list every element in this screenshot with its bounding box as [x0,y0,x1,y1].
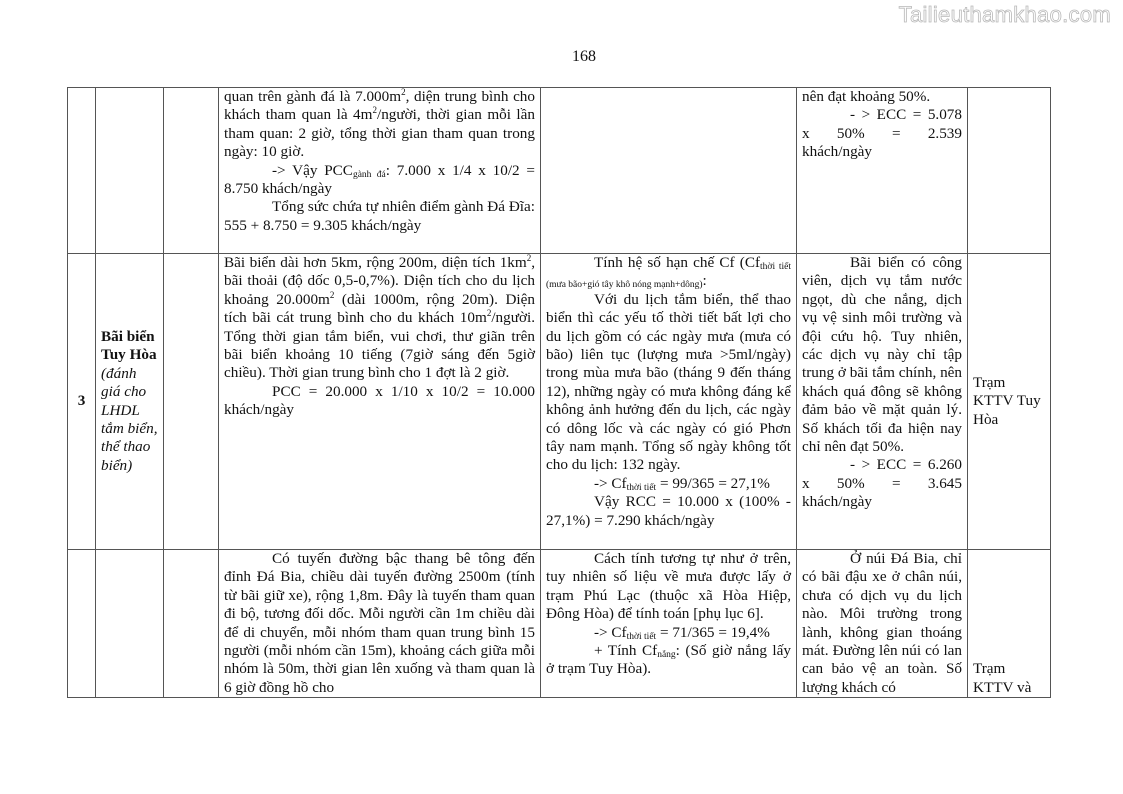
cell-rcc-calc [541,88,797,254]
text-run: Tính hệ số hạn chế Cf (Cf [594,254,761,271]
table-row [68,550,1051,698]
table-row [68,88,1051,254]
text-run: -> Vậy PCC [272,161,353,179]
text-run: PCC = 20.000 x 1/10 x 10/2 = 10.000 khách/ngày [224,382,535,419]
paragraph [802,550,962,697]
text-run: Ở núi Đá Bia, chỉ có bãi đậu xe ở chân núi, chưa có dịch vụ du lịch nào. Môi trường trong lành, không gian thoáng mát. Đường lên núi có lan can bảo vệ an toàn. Số lượng khách có [802,550,962,696]
subscript: thời tiết [626,482,657,493]
subscript: thời tiết (mưa bão+gió tây khô nóng mạnh+dông) [546,262,791,291]
text-run: 3 [77,392,86,410]
paragraph [546,254,791,291]
text-run: Trạm KTTV và [973,660,1032,696]
text-run: Tổng sức chứa tự nhiên điểm gành Đá Đĩa: 555 + 8.750 = 9.305 khách/ngày [224,198,535,234]
cell-rcc-calc [541,550,797,698]
paragraph [802,106,962,161]
text-run: : (Số giờ nắng lấy ở trạm Tuy Hòa). [546,642,791,678]
superscript: 2 [372,105,377,116]
page-number: 168 [572,48,596,65]
paragraph [802,456,962,511]
paragraph [224,254,535,383]
subscript: thời tiết [626,631,657,642]
text-run: nên đạt khoảng 50%. [802,88,931,105]
text-run: (dài 1000m, rộng 20m). Diện tích bãi cát trung bình cho du khách 10m [224,290,535,327]
paragraph [973,374,1045,429]
paragraph [224,383,535,420]
cell-blank [164,254,219,550]
superscript: 2 [526,253,532,263]
text-run: Vậy RCC = 10.000 x (100% - 27,1%) = 7.290 khách/ngày [546,493,791,529]
cell-destination [96,254,164,550]
text-run: quan trên gành đá là 7.000m [224,88,402,105]
text-run: Trạm KTTV Tuy Hòa [973,373,1041,428]
cell-stt [68,254,96,550]
paragraph [224,162,535,199]
capacity-table [67,87,1051,698]
paragraph [546,291,791,475]
text-run: Bãi biển có công viên, dịch vụ tắm nước ngọt, dù che nắng, dịch vụ vệ sinh môi trường và đội cứu hộ. Tuy nhiên, các dịch vụ này chỉ tập trung ở bãi tắm chính, nên khách quá đông sẽ không đảm bảo về mặt quản lý. Số khách tối đa hiện nay chỉ nên đạt 50%. [802,254,962,456]
paragraph [546,550,791,624]
text-run: -> Cf [594,474,627,492]
cell-stt [68,550,96,698]
text-run: = 71/365 = 19,4% [656,623,770,641]
text-run: /người. Tổng thời gian tắm biển, vui chơi, thư giãn trên bãi biển khoảng 10 tiếng (7giờ sáng đến 5giờ chiều). Thời gian trung bình cho 1 đợt là 2 giờ. [224,309,535,382]
cell-pcc-calc [219,550,541,698]
cell-ecc-calc [797,254,968,550]
text-run: = 99/365 = 27,1% [656,474,770,492]
text-run: - > ECC = 6.260 x 50% = 3.645 khách/ngày [802,456,962,511]
paragraph [546,642,791,679]
cell-pcc-calc [219,254,541,550]
text-run: Bãi biển dài hơn 5km, rộng 200m, diện tích 1km [224,254,527,271]
text-run: + Tính Cf [594,642,658,660]
paragraph [101,328,158,475]
cell-stt [68,88,96,254]
paragraph [546,493,791,530]
cell-destination [96,550,164,698]
cell-source [968,88,1051,254]
superscript: 2 [329,289,335,300]
paragraph [546,475,791,493]
text-run: Bãi biển Tuy Hòa [101,327,157,364]
watermark: Tailieuthamkhao.com [898,2,1111,27]
cell-pcc-calc [219,88,541,254]
text-run: Cách tính tương tự như ở trên, tuy nhiên số liệu về mưa được lấy ở trạm Phú Lạc (thuộc xã Hòa Hiệp, Đông Hòa) để tính toán [phụ lục 6]. [546,550,791,623]
paragraph [802,254,962,456]
text-run: Với du lịch tắm biển, thể thao biển thì các yếu tố thời tiết bất lợi cho du lịch gồm có các ngày mưa (mưa có bão) liên tục (lượng mưa >5ml/ngày) trong mùa mưa bão (tháng 9 đến tháng 12), những ngày có mưa không đáng kể không ảnh hưởng đến du lịch, các ngày có dông lốc và các ngày có gió Phơn tây nam mạnh. Tổng số ngày không tốt cho du lịch: 132 ngày. [546,290,791,474]
text-run: , bãi thoải (độ dốc 0,5-0,7%). Diện tích cho du lịch khoảng 20.000m [224,254,535,308]
cell-rcc-calc [541,254,797,550]
paragraph [224,88,535,162]
text-run: /người, thời gian mỗi lần tham quan: 2 giờ, tổng thời gian tham quan trong ngày: 10 giờ. [224,106,535,161]
cell-source [968,254,1051,550]
paragraph [73,392,90,410]
paragraph [224,198,535,235]
text-run: , diện trung bình cho khách tham quan là 4m [224,88,535,124]
subscript: nắng [657,650,676,661]
paragraph [973,660,1045,697]
text-run: Có tuyến đường bậc thang bê tông đến đỉnh Đá Bia, chiều dài tuyến đường 2500m (tính từ bãi giữ xe), rộng 1,8m. Đây là tuyến tham quan đi bộ, tương đối dốc. Mỗi người cần 1m chiều dài để di chuyển, mỗi nhóm tham quan trung bình 15 người (mỗi nhóm cần 15m), khoảng cách giữa mỗi nhóm là 50m, thời gian lên xuống và tham quan là 6 giờ đồng hồ cho [224,550,535,696]
cell-ecc-calc [797,550,968,698]
paragraph [546,624,791,642]
superscript: 2 [486,308,492,319]
text-run: - > ECC = 5.078 x 50% = 2.539 khách/ngày [802,106,962,161]
cell-source [968,550,1051,698]
table-row [68,254,1051,550]
paragraph [802,88,962,106]
cell-blank [164,550,219,698]
text-run: -> Cf [594,623,627,641]
text-run: : [702,272,707,290]
cell-destination [96,88,164,254]
superscript: 2 [401,87,406,97]
paragraph [224,550,535,697]
cell-blank [164,88,219,254]
text-run: (đánh giá cho LHDL tắm biển, thể thao biển) [101,364,158,474]
cell-ecc-calc [797,88,968,254]
subscript: gành đá [352,169,386,180]
text-run: : 7.000 x 1/4 x 10/2 = 8.750 khách/ngày [224,161,535,198]
